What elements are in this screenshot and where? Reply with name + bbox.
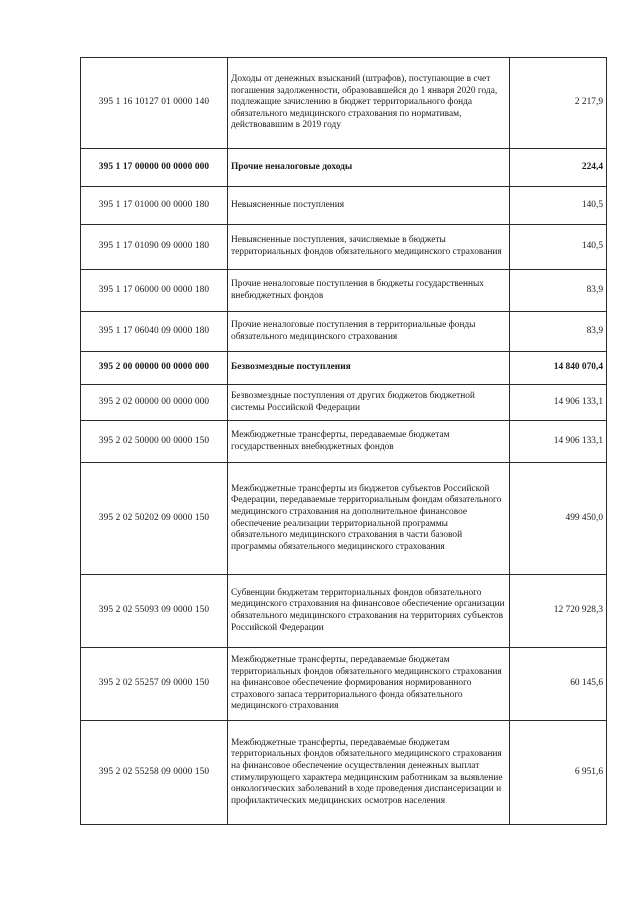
table-row — [81, 421, 607, 463]
amount-cell: 14 906 133,1 — [510, 385, 607, 421]
amount-cell: 14 840 070,4 — [510, 352, 607, 385]
description-cell: Прочие неналоговые поступления в территориальные фонды обязательного медицинского страхования — [228, 312, 510, 352]
description-cell: Доходы от денежных взысканий (штрафов), поступающие в счет погашения задолженности, образовавшейся до 1 января 2020 года, подлежащие зачислению в бюджет территориального фонда обязательного медицинского страхования по нормативам, действовавшим в 2019 году — [228, 58, 510, 149]
description-cell: Безвозмездные поступления — [228, 352, 510, 385]
budget-code-cell: 395 1 17 06040 09 0000 180 — [81, 312, 228, 352]
table-row — [81, 352, 607, 385]
table-row — [81, 575, 607, 648]
budget-code-cell: 395 2 02 55093 09 0000 150 — [81, 575, 228, 648]
budget-code-cell: 395 2 02 55257 09 0000 150 — [81, 648, 228, 721]
budget-code-cell: 395 1 17 01090 09 0000 180 — [81, 225, 228, 270]
amount-cell: 140,5 — [510, 225, 607, 270]
amount-cell: 60 145,6 — [510, 648, 607, 721]
table-row — [81, 187, 607, 225]
amount-cell: 499 450,0 — [510, 463, 607, 575]
table-row — [81, 312, 607, 352]
revenue-table — [80, 57, 607, 825]
description-cell: Прочие неналоговые доходы — [228, 149, 510, 187]
description-cell: Межбюджетные трансферты, передаваемые бюджетам территориальных фондов обязательного медицинского страхования на финансовое обеспечение осуществления денежных выплат стимулирующего характера медицинским работникам за выявление онкологических заболеваний в ходе проведения диспансеризации и профилактических медицинских осмотров населения — [228, 721, 510, 825]
table-row — [81, 463, 607, 575]
table-row — [81, 225, 607, 270]
budget-code-cell: 395 2 00 00000 00 0000 000 — [81, 352, 228, 385]
amount-cell: 12 720 928,3 — [510, 575, 607, 648]
description-cell: Прочие неналоговые поступления в бюджеты государственных внебюджетных фондов — [228, 270, 510, 312]
table-row — [81, 385, 607, 421]
amount-cell: 6 951,6 — [510, 721, 607, 825]
budget-code-cell: 395 1 17 06000 00 0000 180 — [81, 270, 228, 312]
description-cell: Межбюджетные трансферты, передаваемые бюджетам государственных внебюджетных фондов — [228, 421, 510, 463]
budget-code-cell: 395 2 02 00000 00 0000 000 — [81, 385, 228, 421]
amount-cell: 2 217,9 — [510, 58, 607, 149]
table-row — [81, 270, 607, 312]
amount-cell: 83,9 — [510, 312, 607, 352]
budget-code-cell: 395 1 17 01000 00 0000 180 — [81, 187, 228, 225]
revenue-table-body — [81, 58, 607, 825]
budget-code-cell: 395 1 17 00000 00 0000 000 — [81, 149, 228, 187]
budget-code-cell: 395 2 02 50000 00 0000 150 — [81, 421, 228, 463]
table-row — [81, 721, 607, 825]
amount-cell: 224,4 — [510, 149, 607, 187]
table-row — [81, 58, 607, 149]
description-cell: Невыясненные поступления, зачисляемые в бюджеты территориальных фондов обязательного медицинского страхования — [228, 225, 510, 270]
amount-cell: 83,9 — [510, 270, 607, 312]
budget-code-cell: 395 2 02 50202 09 0000 150 — [81, 463, 228, 575]
amount-cell: 14 906 133,1 — [510, 421, 607, 463]
budget-code-cell: 395 2 02 55258 09 0000 150 — [81, 721, 228, 825]
description-cell: Межбюджетные трансферты из бюджетов субъектов Российской Федерации, передаваемые территориальным фондам обязательного медицинского страхования на дополнительное финансовое обеспечение реализации территориальной программы обязательного медицинского страхования в части базовой программы обязательного медицинского страхования — [228, 463, 510, 575]
description-cell: Безвозмездные поступления от других бюджетов бюджетной системы Российской Федерации — [228, 385, 510, 421]
budget-code-cell: 395 1 16 10127 01 0000 140 — [81, 58, 228, 149]
description-cell: Невыясненные поступления — [228, 187, 510, 225]
description-cell: Межбюджетные трансферты, передаваемые бюджетам территориальных фондов обязательного медицинского страхования на финансовое обеспечение формирования нормированного страхового запаса территориального фонда обязательного медицинского страхования — [228, 648, 510, 721]
table-row — [81, 149, 607, 187]
description-cell: Субвенции бюджетам территориальных фондов обязательного медицинского страхования на финансовое обеспечение организации обязательного медицинского страхования на территориях субъектов Российской Федерации — [228, 575, 510, 648]
amount-cell: 140,5 — [510, 187, 607, 225]
table-row — [81, 648, 607, 721]
